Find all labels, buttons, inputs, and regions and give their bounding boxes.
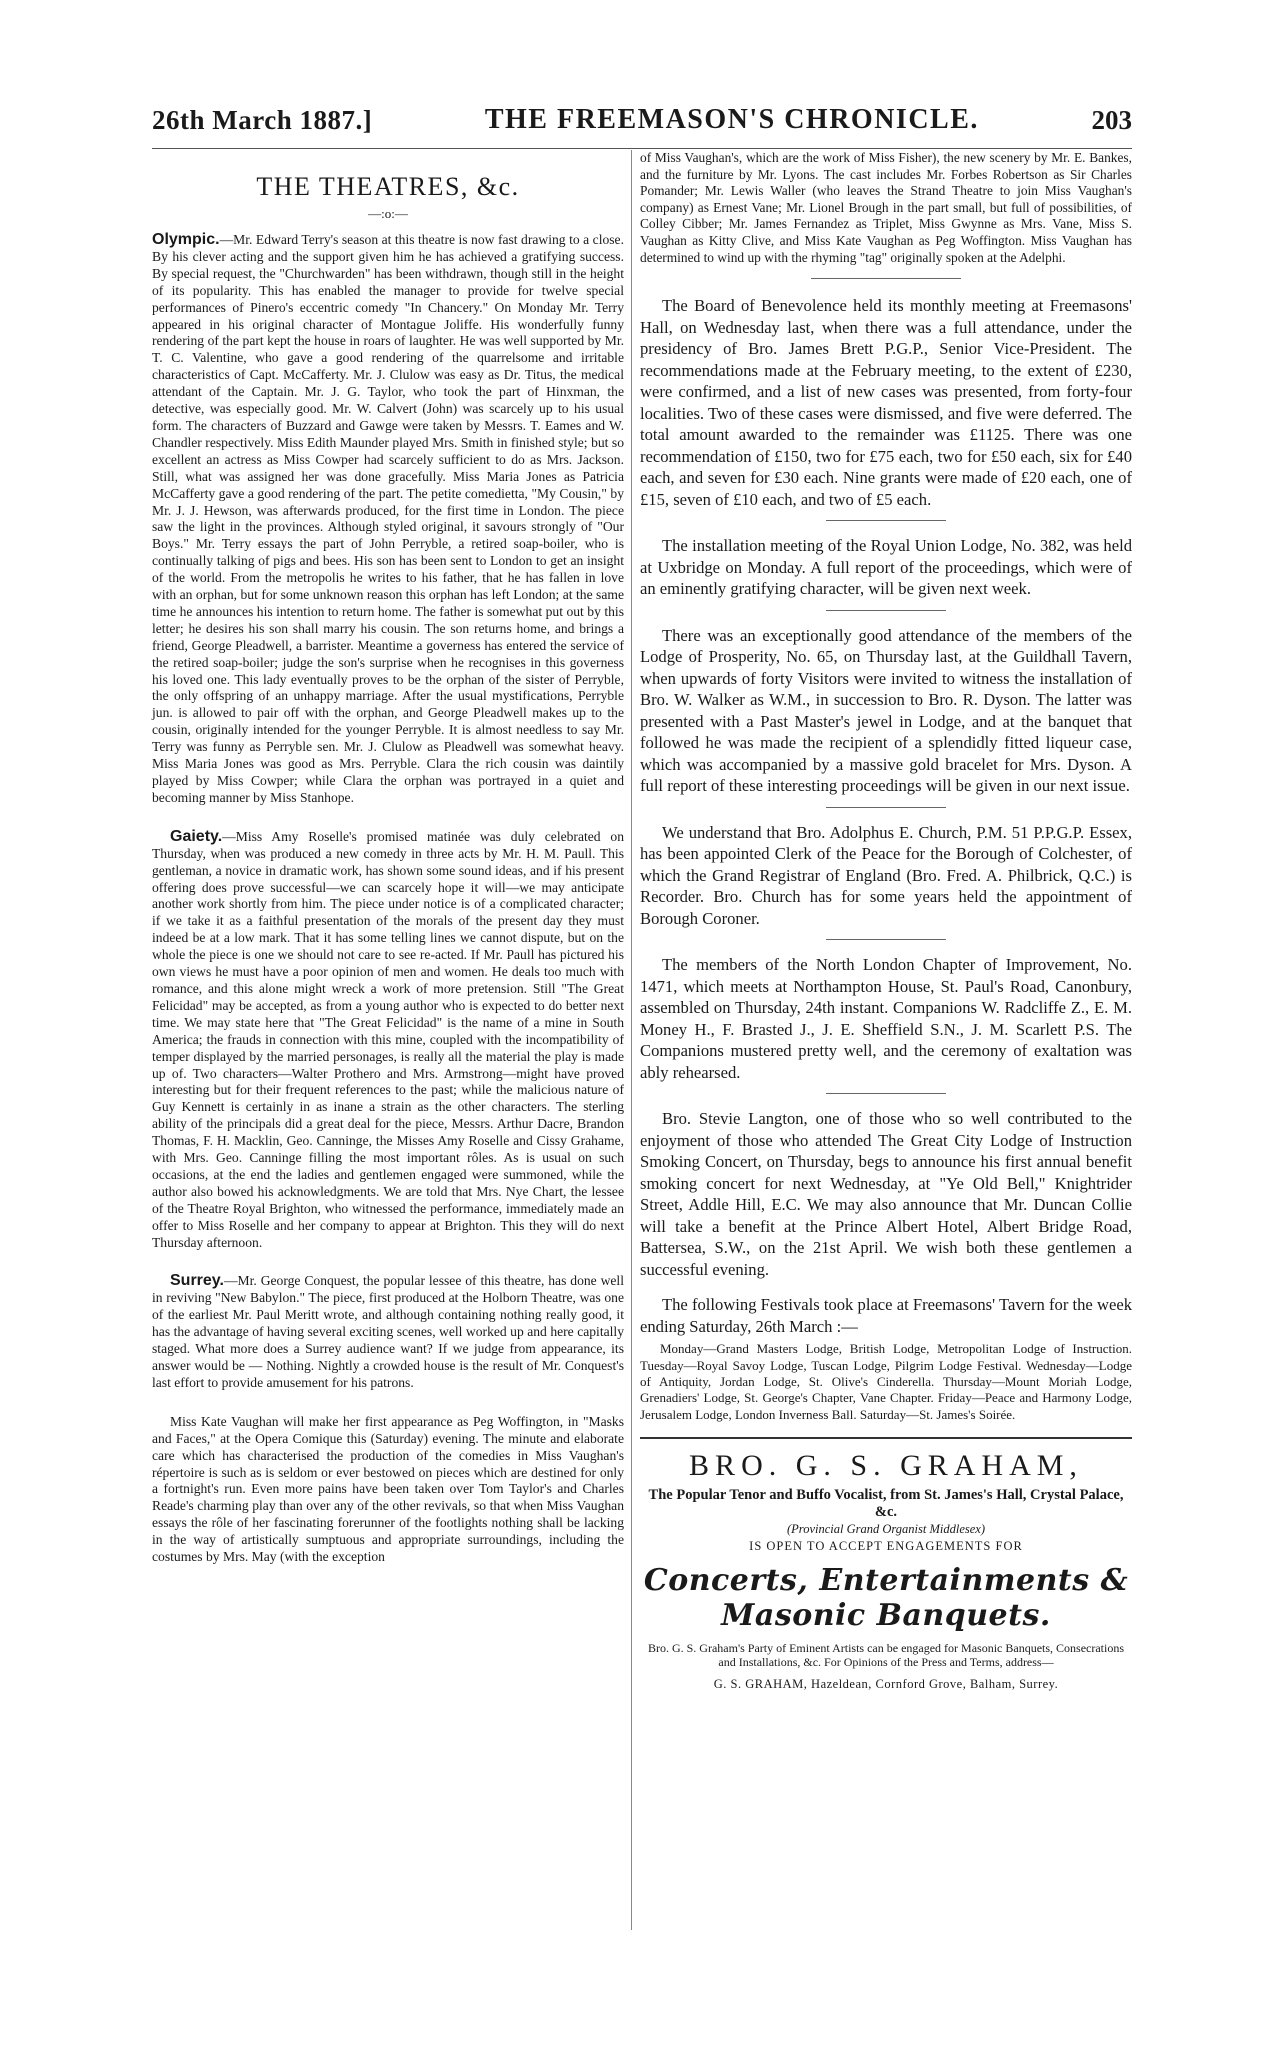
article-vaughan-continued: of Miss Vaughan's, which are the work of Miss Fisher), the new scenery by Mr. E. Bankes, and the furniture by Mr. Lyons. The cast includes Mr. Forbes Robertson as Sir Charles Pomander; Mr. Lewis Waller (who leaves the Strand Theatre to join Miss Vaughan's company) as Ernest Vane; Mr. Lionel Brough in the part small, but full of possibilities, of Colley Cibber; Mr. James Fernandez as Triplet, Miss Gwynne as Mrs. Vane, Miss S. Vaughan as Kitty Clive, and Miss Kate Vaughan as Peg Woffington. Miss Vaughan has determined to wind up with the rhyming "tag" originally spoken at the Adelphi. xyxy=(640,150,1132,265)
news-paragraph: The following Festivals took place at Freemasons' Tavern for the week ending Saturday, 26th March :— xyxy=(640,1295,1132,1336)
separator-rule xyxy=(826,520,946,521)
page-number: 203 xyxy=(1091,104,1132,135)
left-column xyxy=(152,150,624,1566)
advert-address: G. S. GRAHAM, Hazeldean, Cornford Grove, Balham, Surrey. xyxy=(713,1677,1059,1692)
advert-line: (Provincial Grand Organist Middlesex) xyxy=(787,1522,985,1537)
separator-rule xyxy=(826,807,946,808)
separator-rule xyxy=(826,610,946,611)
news-paragraph: Bro. Stevie Langton, one of those who so well contributed to the enjoyment of those who attended The Great City Lodge of Instruction Smoking Concert, on Thursday, begs to announce his first annual benefit smoking concert for next Wednesday, at "Ye Old Bell," Knightrider Street, Addle Hill, E.C. We may also announce that Mr. Duncan Collie will take a benefit at the Prince Albert Hotel, Albert Bridge Road, Battersea, S.W., on the 21st April. We wish both these gentlemen a successful evening. xyxy=(640,1109,1132,1279)
issue-date: 26th March 1887.] xyxy=(152,104,373,135)
page-header xyxy=(152,100,1132,140)
article-surrey xyxy=(152,1273,624,1391)
separator-rule xyxy=(826,939,946,940)
article-lead: Surrey. xyxy=(170,1272,224,1290)
news-paragraph: There was an exceptionally good attendance of the members of the Lodge of Prosperity, No. 65, on Thursday last, at the Guildhall Tavern, when upwards of forty Visitors were invited to witness the installation of Bro. W. Walker as W.M., in succession to Bro. R. Dyson. The latter was presented with a Past Master's jewel in Lodge, and at the banquet that followed he was made the recipient of a splendidly fitted liqueur case, which was accompanied by a massive gold bracelet for Mrs. Dyson. A full report of these interesting proceedings will be given in our next issue. xyxy=(640,625,1132,796)
article-olympic xyxy=(152,232,624,807)
news-paragraph: We understand that Bro. Adolphus E. Church, P.M. 51 P.P.G.P. Essex, has been appointed Clerk of the Peace for the Borough of Colchester, of which the Grand Registrar of England (Bro. Fred. A. Philbrick, Q.C.) is Recorder. Bro. Church has for some years held the appointment of Borough Coroner. xyxy=(640,822,1132,928)
publication-title: THE FREEMASON'S CHRONICLE. xyxy=(484,104,979,135)
section-title: THE THEATRES, &c. xyxy=(256,172,520,201)
right-column xyxy=(640,150,1132,1692)
advert-block xyxy=(640,1449,1132,1692)
news-paragraph: The Board of Benevolence held its monthly meeting at Freemasons' Hall, on Wednesday last, when there was a full attendance, under the presidency of Bro. James Brett P.G.P., Senior Vice-President. The recommendations made at the February meeting, to the extent of £230, were confirmed, and a list of new cases was presented, from forty-four localities. Two of these cases were dismissed, and five were deferred. The total amount awarded to the remainder was £1125. There was one recommendation of £150, two for £75 each, two for £50 each, six for £40 each, and seven for £30 each. Nine grants were made of £20 each, one of £15, seven of £10 each, and two of £5 each. xyxy=(640,296,1132,509)
separator-rule xyxy=(811,278,961,279)
advert-rule xyxy=(640,1437,1132,1439)
header-rule xyxy=(152,148,1132,149)
advert-line: IS OPEN TO ACCEPT ENGAGEMENTS FOR xyxy=(749,1539,1023,1554)
article-body: —Miss Amy Roselle's promised matinée was duly celebrated on Thursday, when was produced a new comedy in three acts by Mr. H. M. Paull. This gentleman, a novice in dramatic work, has shown some sound ideas, and if his present offering does prove successful—we can scarcely hope it will—we may anticipate another work shortly from him. The piece under notice is of a complicated character; if we take it as a faithful presentation of the morals of the present day they must indeed be at a low mark. That it has some telling lines we cannot dispute, but on the whole the piece is one we should not care to see re-acted. If Mr. Paull has pictured his own views he must have a poor opinion of men and women. He deals too much with romance, and this alone might wreck a work of more pretension. Still "The Great Felicidad" may be accepted, as from a young author who is expected to do better next time. We may state here that "The Great Felicidad" is the name of a mine in South America; the frauds in connection with this mine, coupled with the incompatibility of temper displayed by the married personages, is really all the material the play is made up of. Two characters—Walter Prothero and Mrs. Armstrong—might have proved interesting but for their frequent references to the past; while the malicious nature of Guy Kennett is certainly in as inane a strain as the other characters. The sterling ability of the principals did a great deal for the piece, Messrs. Arthur Dacre, Brandon Thomas, F. H. Macklin, Geo. Canninge, the Misses Amy Roselle and Cissy Grahame, with Mrs. Geo. Canninge filling the most important rôles. As is usual on such occasions, at the end the ladies and gentlemen engaged were summoned, while the author also bowed his acknowledgments. We are told that Mrs. Nye Chart, the lessee of the Theatre Royal Brighton, who witnessed the performance, immediately made an offer to Miss Roselle and her company to appear at Brighton. This they will do next Thursday afternoon. xyxy=(152,828,624,1250)
article-lead: Olympic. xyxy=(152,231,220,248)
advert-name: BRO. G. S. GRAHAM, xyxy=(689,1449,1083,1483)
article-lead: Gaiety. xyxy=(170,827,223,845)
article-vaughan: Miss Kate Vaughan will make her first appearance as Peg Woffington, in "Masks and Faces," at the Opera Comique this (Saturday) evening. The minute and elaborate care which has characterised the production of the comedies in Miss Vaughan's répertoire is such as is seldom or ever bestowed on pieces which are destined for only a fortnight's run. Even more pains have been taken over Tom Taylor's and Charles Reade's charming play than over any of the other revivals, so that when Miss Vaughan essays the rôle of her fascinating forerunner of the footlights nothing shall be lacking in the way of artistically sumptuous and appropriate surroundings, including the costumes by Mrs. May (with the exception xyxy=(152,1413,624,1565)
advert-line: The Popular Tenor and Buffo Vocalist, from St. James's Hall, Crystal Palace, &c. xyxy=(648,1487,1124,1521)
article-gaiety xyxy=(152,829,624,1252)
advert-fine-print: Bro. G. S. Graham's Party of Eminent Artists can be engaged for Masonic Banquets, Consecrations and Installations, &c. For Opinions of the Press and Terms, address— xyxy=(647,1641,1125,1670)
separator-rule xyxy=(826,1093,946,1094)
column-divider xyxy=(631,150,632,1930)
article-body: —Mr. Edward Terry's season at this theatre is now fast drawing to a close. By his clever acting and the support given him he has achieved a gratifying success. By special request, the "Churchwarden" has been withdrawn, though still in the height of its popularity. This has enabled the manager to provide for twelve special performances of Pinero's eccentric comedy "In Chancery." On Monday Mr. Terry appeared in his original character of Montague Joliffe. His wonderfully funny rendering of the part kept the house in roars of laughter. He was well supported by Mr. T. C. Valentine, who gave a good rendering of the quarrelsome and irritable characteristics of Capt. McCafferty. Mr. J. Clulow was easy as Dr. Titus, the medical attendant of the Captain. Mr. J. G. Taylor, who took the part of Hinxman, the detective, was especially good. Mr. W. Calvert (John) was scarcely up to his usual form. The characters of Buzzard and Gawge were taken by Messrs. T. Eames and W. Chandler respectively. Miss Edith Maunder played Mrs. Smith in finished style; but so excellent an actress as Miss Cowper had scarcely sufficient to do as Mrs. Jackson. Still, what was assigned her was done gracefully. Miss Maria Jones as Patricia McCafferty gave a good rendering of the part. The petite comedietta, "My Cousin," by Mr. J. J. Hewson, was afterwards produced, for the first time in London. The piece saw the light in the provinces. Although styled original, it savours strongly of "Our Boys." Mr. Terry essays the part of John Perryble, a retired soap-boiler, who is continually talking of pigs and bees. His son has been sent to London to get an insight of the world. From the metropolis he writes to his father, that he has fallen in love with an orphan, but for some unknown reason this orphan has left London; at the same time he announces his intention to return home. The father is somewhat put out by this letter; he desires his son shall marry his cousin. The son returns home, and brings a friend, George Pleadwell, a barrister. Meantime a governess has entered the service of the retired soap-boiler; judge the son's surprise when he recognises in this governess his loved one. This lady eventually proves to be the orphan of the sister of Perryble, the only offspring of an unhappy marriage. After the usual mystifications, Perryble jun. is allowed to pair off with the orphan, and George Pleadwell makes up to the cousin, originally intended for the younger Perryble. It is almost needless to say Mr. Terry was funny as Perryble sen. Mr. J. Clulow as Pleadwell was somewhat heavy. Miss Maria Jones was good as Mrs. Perryble. Clara the rich cousin was daintily played by Miss Cowper; while Clara the orphan was portrayed in a quiet and becoming manner by Miss Stanhope. xyxy=(152,232,624,805)
news-paragraph: The members of the North London Chapter of Improvement, No. 1471, which meets at Northampton House, St. Paul's Road, Canonbury, assembled on Thursday, 24th instant. Companions W. Radcliffe Z., E. M. Money H., F. Brasted J., J. E. Sheffield S.N., J. M. Scarlett P.S. The Companions mustered pretty well, and the ceremony of exaltation was ably rehearsed. xyxy=(640,955,1132,1082)
news-paragraph: The installation meeting of the Royal Union Lodge, No. 382, was held at Uxbridge on Monday. A full report of the proceedings, which were of an eminently gratifying character, will be given next week. xyxy=(640,536,1132,599)
article-body: —Mr. George Conquest, the popular lessee of this theatre, has done well in reviving "New Babylon." The piece, first produced at the Holborn Theatre, was one of the earliest Mr. Paul Meritt wrote, and although containing nothing really good, it has the advantage of having several exciting scenes, well worked up and here capitally staged. What more does a Surrey audience want? If we judge from appearance, its answer would be — Nothing. Nightly a crowded house is the result of Mr. Conquest's last effort to provide amusement for his patrons. xyxy=(152,1273,624,1390)
festivals-list: Monday—Grand Masters Lodge, British Lodge, Metropolitan Lodge of Instruction. Tuesday—Royal Savoy Lodge, Tuscan Lodge, Pilgrim Lodge Festival. Wednesday—Lodge of Antiquity, Jordan Lodge, St. Olive's Cinderella. Thursday—Mount Moriah Lodge, Grenadiers' Lodge, St. George's Chapter, Vane Chapter. Friday—Peace and Harmony Lodge, Jerusalem Lodge, London Inverness Ball. Saturday—St. James's Soirée. xyxy=(640,1341,1132,1422)
advert-headline: Concerts, Entertainments & Masonic Banquets. xyxy=(643,1563,1129,1634)
section-ornament: —:o:— xyxy=(368,206,408,221)
